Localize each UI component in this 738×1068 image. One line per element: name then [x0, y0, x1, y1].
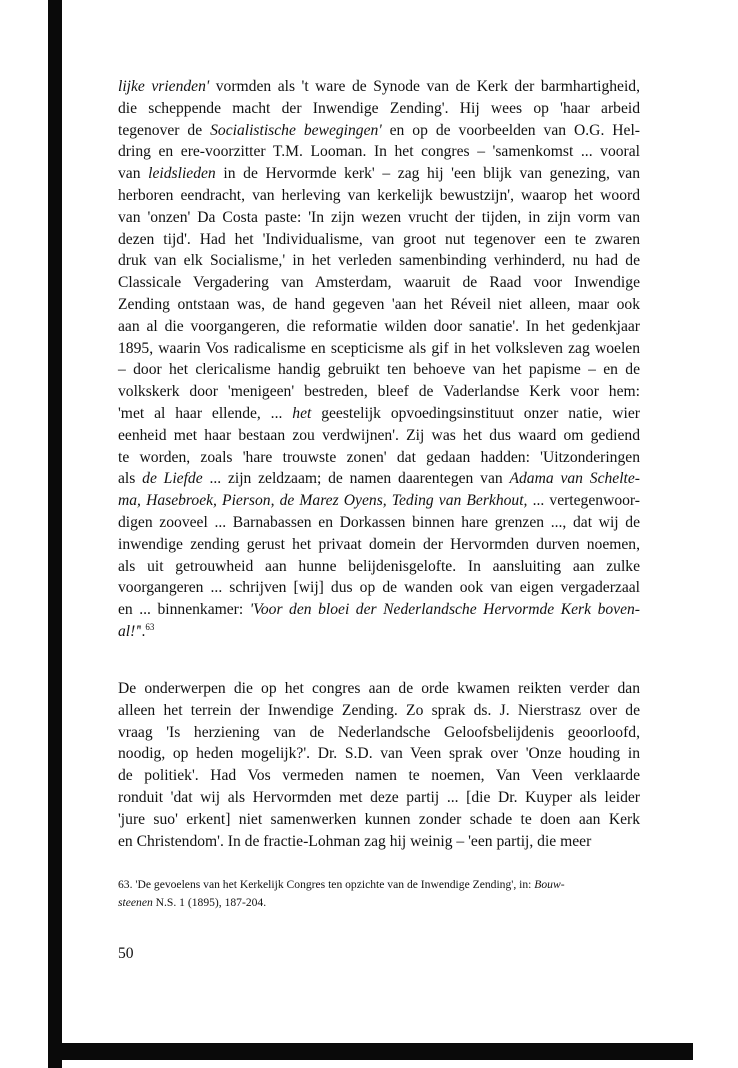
text-line [118, 359, 640, 381]
text-line [118, 272, 640, 294]
text-line [118, 294, 640, 316]
text-run: voorgangeren ... schrijven [wij] dus op de wanden ook van eigen vergaderzaal [118, 579, 640, 597]
text-line [118, 468, 640, 490]
text-line [118, 809, 640, 831]
text-run: N.S. 1 (1895), 187-204. [152, 896, 267, 909]
text-run: noodig, op heden mogelijk?'. Dr. S.D. van Veen sprak over 'Onze houding in [118, 745, 640, 763]
italic-run: Adama van Schelte- [509, 470, 640, 488]
text-line [118, 229, 640, 251]
italic-run: 'Voor den bloei der Nederlandsche Hervormde Kerk boven- [249, 601, 640, 619]
italic-run: Bouw- [534, 878, 565, 891]
text-run: 1895, waarin Vos radicalisme en scepticisme als gif in het volksleven zag woelen [118, 339, 640, 357]
italic-run: het [292, 404, 312, 422]
text-run: en Christendom'. In de fractie-Lohman zag hij weinig – 'een partij, die meer [118, 832, 592, 850]
text-run: '. [138, 622, 146, 640]
text-line [118, 894, 640, 912]
text-line [118, 447, 640, 469]
scan-border-bottom [48, 1043, 693, 1060]
text-run: die scheppende macht der Inwendige Zending'. Hij wees op 'haar arbeid [118, 99, 640, 117]
text-run: ronduit 'dat wij als Hervormden met deze partij ... [die Dr. Kuyper als leider [118, 788, 640, 806]
text-run: 63. 'De gevoelens van het Kerkelijk Congres ten opzichte van de Inwendige Zending', in: [118, 878, 535, 891]
text-line [118, 490, 640, 512]
text-run: in de Hervormde kerk' – zag hij 'een blijk van genezing, van [215, 165, 640, 183]
text-line [118, 425, 640, 447]
text-run: aan al die voorgangeren, die reformatie wilden door sanatie'. In het gedenkjaar [118, 317, 640, 335]
italic-run: ma, Hasebroek, Pierson, de Marez Oyens, Teding van Berkhout, [118, 492, 528, 510]
scan-border-left [48, 0, 62, 1068]
text-line [118, 722, 640, 744]
text-line [118, 876, 640, 894]
text-line [118, 403, 640, 425]
text-run: volkskerk door 'menigeen' bestreden, bleef de Vaderlandse Kerk voor hem: [118, 383, 640, 401]
text-run: Zending ontstaan was, de hand gegeven 'aan het Réveil niet alleen, maar ook [118, 295, 640, 313]
text-line [118, 98, 640, 120]
text-run: druk van elk Socialisme,' in het verleden samenbinding verhinderd, nu had de [118, 252, 640, 270]
text-line [118, 599, 640, 621]
text-run: en ... binnenkamer: [118, 601, 250, 619]
text-run: tegenover de [118, 121, 211, 139]
italic-run: leidslieden [148, 165, 216, 183]
text-run: geestelijk opvoedingsinstituut onzer natie, wier [311, 404, 641, 422]
text-line [118, 700, 640, 722]
footnote-63 [118, 876, 640, 912]
text-run: alleen het terrein der Inwendige Zending. Zo sprak ds. J. Nierstrasz over de [118, 701, 640, 719]
text-line [118, 743, 640, 765]
text-run: eenheid met haar bestaan zou verdwijnen'. Zij was het dus waard om gediend [118, 426, 640, 444]
text-line [118, 621, 640, 643]
text-line [118, 338, 640, 360]
text-line [118, 76, 640, 98]
text-run: als [118, 470, 143, 488]
text-line [118, 512, 640, 534]
text-line [118, 141, 640, 163]
text-run: herboren eendracht, van herleving van kerkelijk bewustzijn', waarop het woord [118, 186, 640, 204]
text-run: ... vertegenwoor- [527, 492, 641, 510]
text-line [118, 381, 640, 403]
text-line [118, 534, 640, 556]
italic-run: Socialistische bewegingen' [210, 121, 382, 139]
text-run: dring en ere-voorzitter T.M. Looman. In het congres – 'samenkomst ... vooral [118, 143, 640, 161]
text-line [118, 250, 640, 272]
text-run: vormden als 't ware de Synode van de Kerk der barmhartigheid, [209, 78, 640, 95]
text-run: dezen tijd'. Had het 'Individualisme, van groot nut tegenover een te zwaren [118, 230, 640, 248]
text-run: ... zijn zeldzaam; de namen daarentegen van [202, 470, 510, 488]
text-line [118, 577, 640, 599]
text-run: 'met al haar ellende, ... [118, 404, 293, 422]
text-line [118, 765, 640, 787]
text-line [118, 787, 640, 809]
italic-run: steenen [118, 896, 153, 909]
italic-run: al!' [118, 622, 139, 640]
text-line [118, 120, 640, 142]
page-number: 50 [118, 945, 134, 962]
text-line [118, 316, 640, 338]
body-paragraph-2 [118, 678, 640, 852]
text-line [118, 556, 640, 578]
text-run: 'jure suo' erkent] niet samenwerken kunnen zonder schade te doen aan Kerk [118, 810, 640, 828]
text-run: als uit getrouwheid aan hunne belijdenisgelofte. In aansluiting aan zulke [118, 557, 640, 575]
text-run: van 'onzen' Da Costa paste: 'In zijn wezen vrucht der tijden, in zijn vorm van [118, 208, 640, 226]
body-paragraph-1 [118, 76, 640, 643]
text-run: De onderwerpen die op het congres aan de orde kwamen reikten verder dan [118, 680, 640, 697]
text-run: en op de voorbeelden van O.G. Hel- [381, 121, 641, 139]
text-line [118, 678, 640, 700]
text-line [118, 163, 640, 185]
text-run: vraag 'Is herziening van de Nederlandsche Geloofsbelijdenis geoorloofd, [118, 723, 640, 741]
text-line [118, 207, 640, 229]
text-run: van [118, 165, 149, 183]
text-line [118, 831, 640, 853]
italic-run: de Liefde [142, 470, 203, 488]
text-line [118, 185, 640, 207]
text-run: de politiek'. Had Vos vermeden namen te noemen, Van Veen verklaarde [118, 767, 640, 785]
italic-run: lijke vrienden' [118, 78, 210, 95]
footnote-marker: 63 [145, 621, 155, 632]
text-run: digen zooveel ... Barnabassen en Dorkassen binnen hare grenzen ..., dat wij de [118, 513, 640, 531]
text-run: – door het clericalisme handig gebruikt ten behoeve van het papisme – en de [118, 361, 640, 379]
text-run: inwendige zending gerust het privaat domein der Hervormden durven noemen, [118, 535, 640, 553]
text-run: Classicale Vergadering van Amsterdam, waaruit de Raad voor Inwendige [118, 274, 640, 292]
text-run: te worden, zoals 'hare trouwste zonen' dat gedaan hadden: 'Uitzonderingen [118, 448, 640, 466]
